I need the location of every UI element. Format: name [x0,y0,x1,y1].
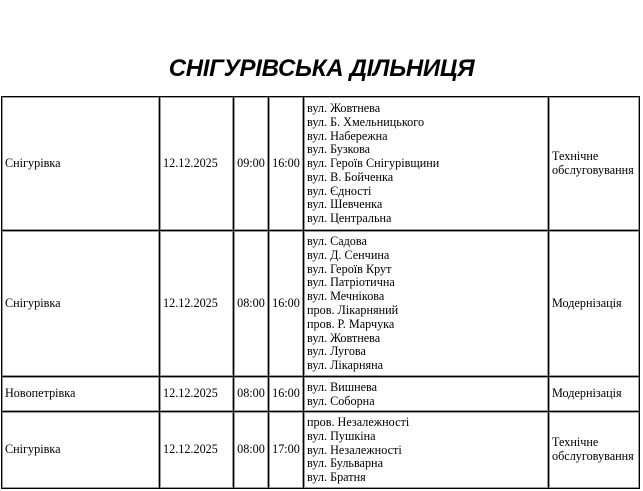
table-row [2,412,640,489]
end-time-cell: 16:00 [269,377,304,412]
settlement-cell: Снігурівка [2,97,160,231]
street-item: вул. Лугова [307,344,366,359]
street-item: пров. Р. Марчука [307,316,395,331]
streets-cell [304,412,549,489]
street-item: вул. Б. Хмельницького [307,114,425,129]
street-item: вул. Шевченка [307,197,383,212]
street-item: пров. Лікарняний [307,303,399,317]
works-type-label: Технічне обслуговування [552,435,634,463]
works-type-cell [549,231,640,377]
start-time-cell: 08:00 [234,377,269,412]
works-type-label: Технічне обслуговування [552,148,634,177]
street-item: вул. Бузкова [307,142,371,157]
settlement-cell: Снігурівка [2,231,160,377]
start-time-cell: 08:00 [234,231,269,377]
streets-cell [304,231,549,377]
date-cell: 12.12.2025 [160,97,234,231]
street-item: вул. Центральна [307,211,392,226]
street-item: вул. Братня [307,470,366,485]
end-time-cell: 17:00 [269,412,304,489]
street-item: вул. Мечнікова [307,289,385,304]
start-time-cell: 09:00 [234,97,269,231]
end-time-cell: 16:00 [269,97,304,231]
street-item: вул. Набережна [307,128,388,143]
street-item: пров. Незалежності [307,415,410,429]
street-item: вул. Жовтнева [307,330,381,345]
settlement-cell: Новопетрівка [2,377,160,412]
street-item: вул. Вишнева [307,379,378,394]
street-item: вул. Бульварна [307,456,383,471]
outage-schedule-table [1,96,640,489]
works-type-cell [549,97,640,231]
works-type-label: Модернізація [552,386,622,401]
street-item: вул. Єдності [307,183,372,198]
streets-cell [304,377,549,412]
settlement-cell: Снігурівка [2,412,160,489]
street-item: вул. Садова [307,234,367,249]
table-row [2,231,640,377]
street-item: вул. Пушкіна [307,428,376,443]
works-type-cell [549,412,640,489]
street-item: вул. Д. Сенчина [307,247,390,262]
works-type-label: Модернізація [552,295,622,310]
date-cell: 12.12.2025 [160,377,234,412]
streets-cell [304,97,549,231]
street-item: вул. Соборна [307,393,375,408]
table-row [2,97,640,231]
page-title: СНІГУРІВСЬКА ДІЛЬНИЦЯ [168,55,475,82]
works-type-cell [549,377,640,412]
street-item: вул. Незалежності [307,442,402,457]
street-item: вул. Жовтнева [307,100,381,115]
date-cell: 12.12.2025 [160,231,234,377]
end-time-cell: 16:00 [269,231,304,377]
street-item: вул. В. Бойченка [307,169,394,184]
table-row [2,377,640,412]
start-time-cell: 08:00 [234,412,269,489]
date-cell: 12.12.2025 [160,412,234,489]
street-item: вул. Лікарняна [307,358,384,373]
street-item: вул. Патріотична [307,275,395,290]
street-item: вул. Героїв Крут [307,261,392,276]
street-item: вул. Героїв Снігурівщини [307,156,440,171]
